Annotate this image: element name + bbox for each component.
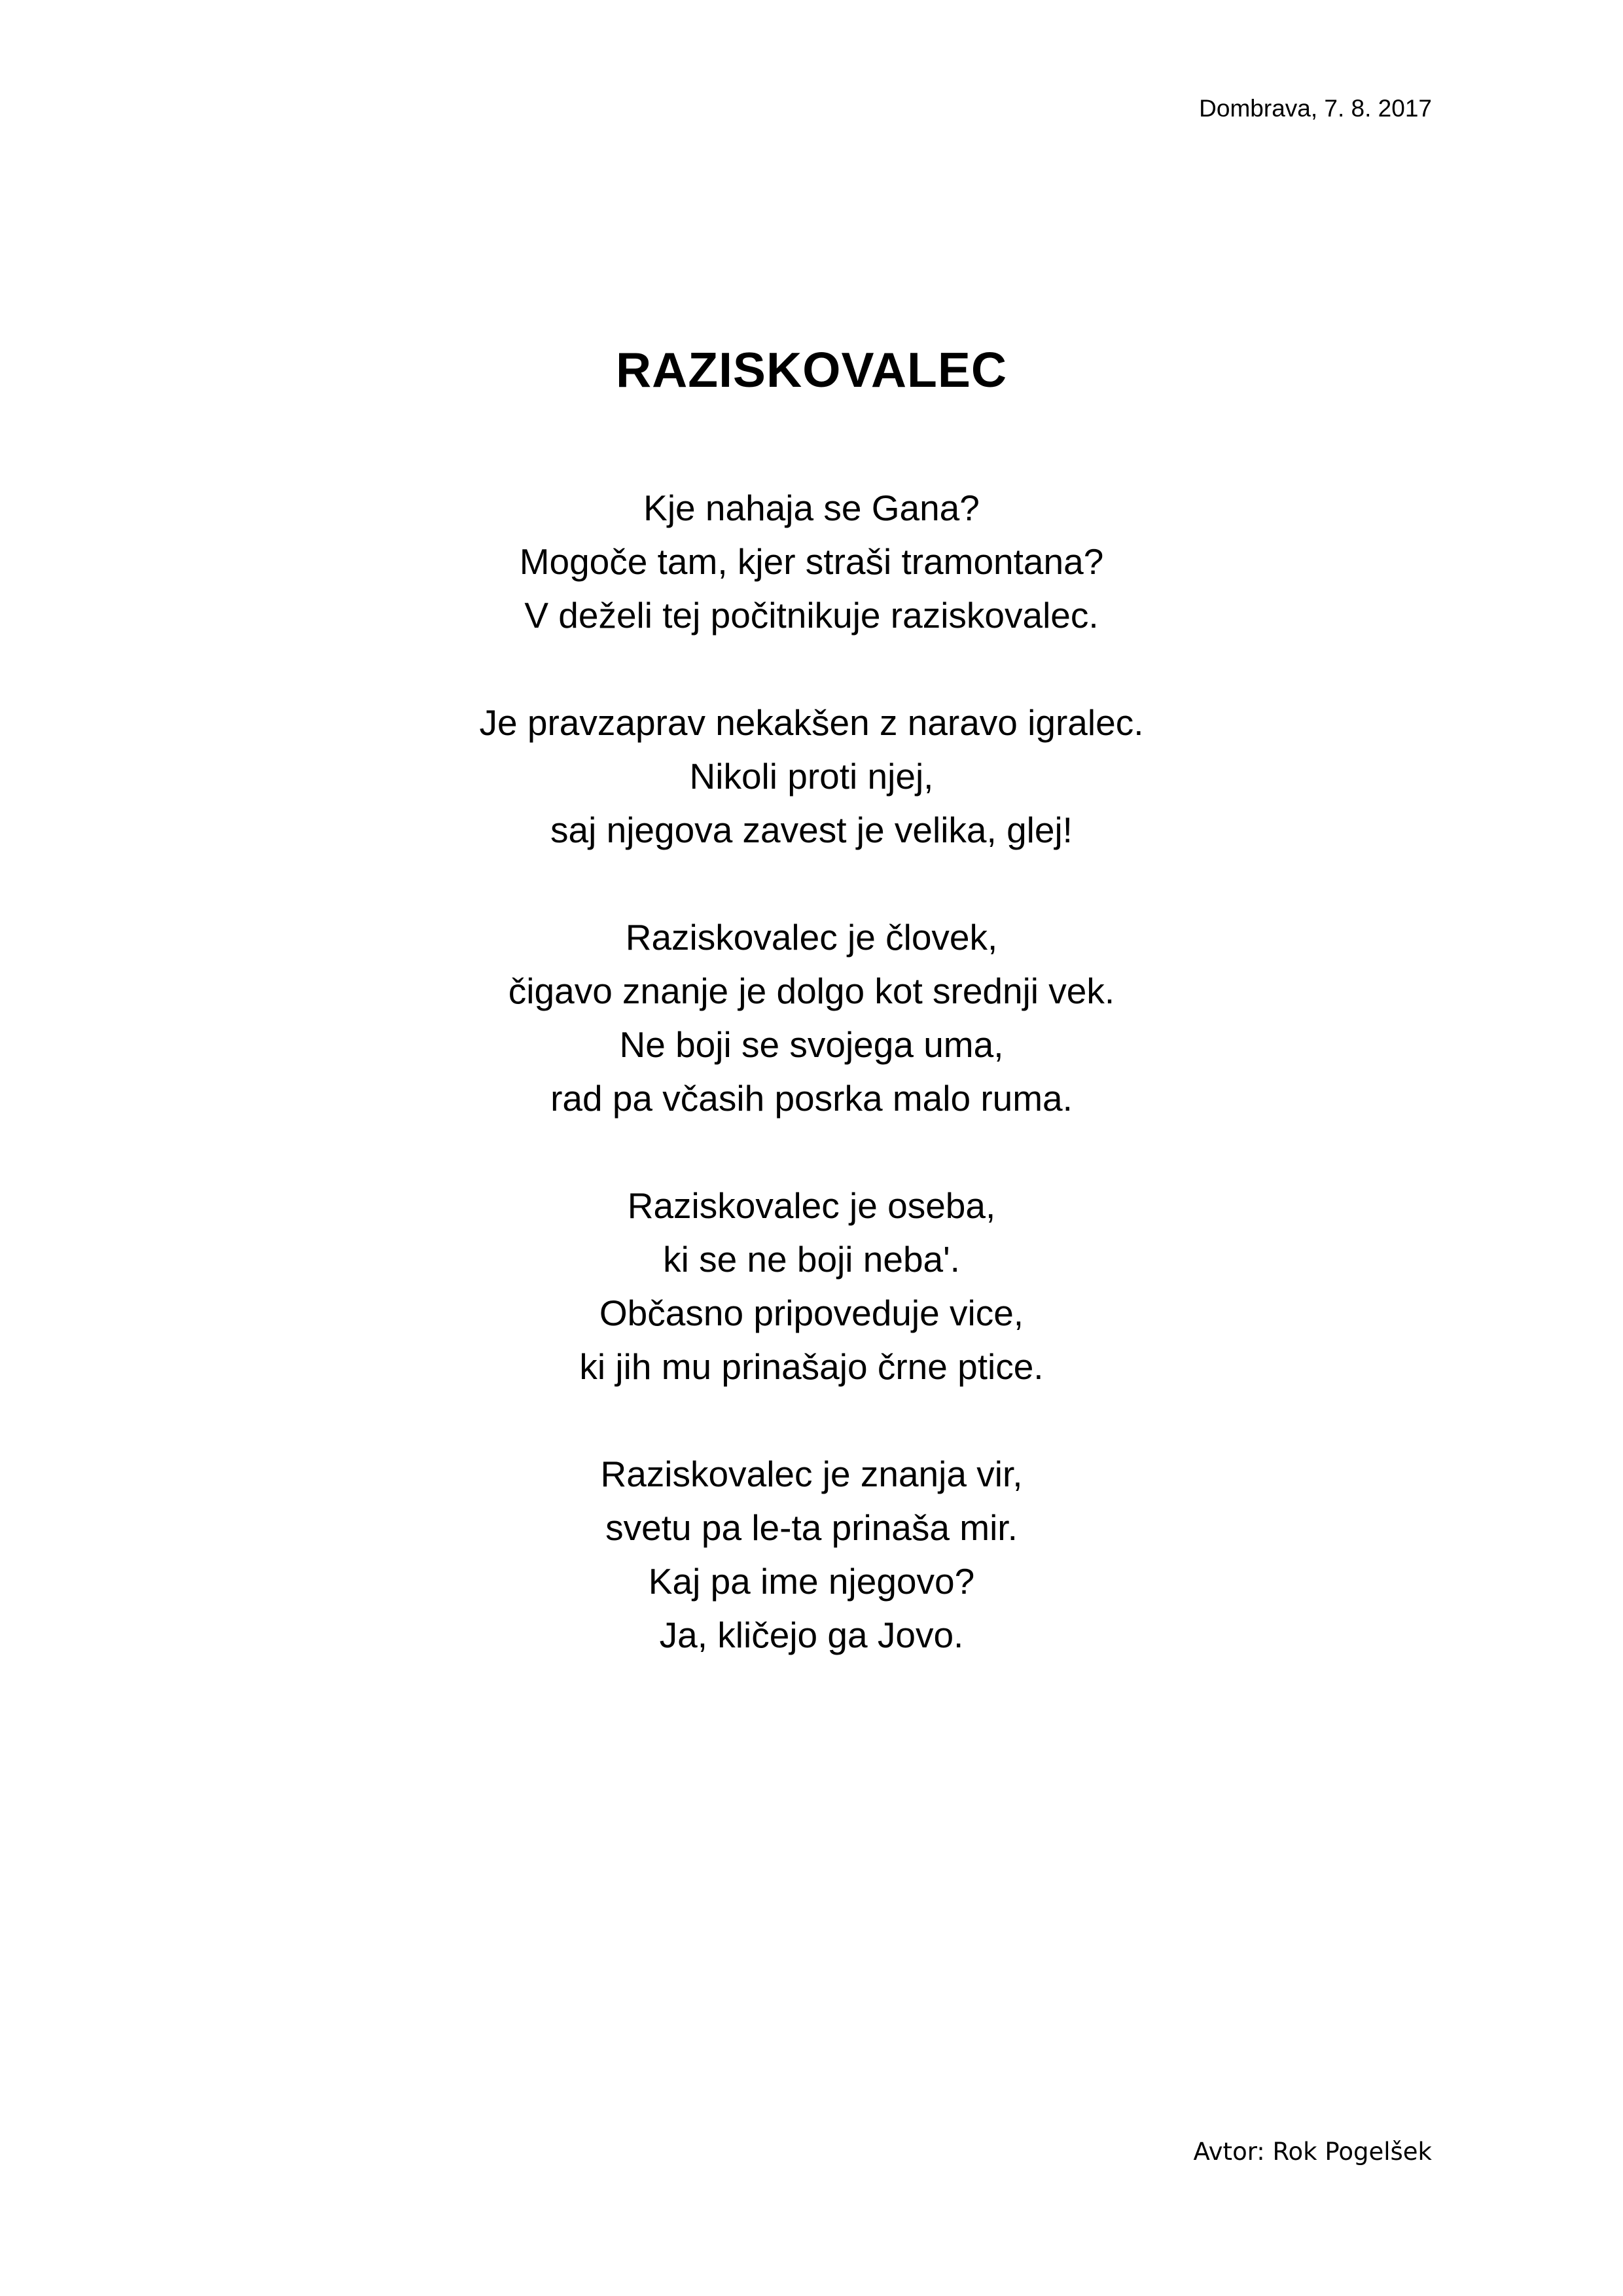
poem-line: Ja, kličejo ga Jovo. xyxy=(659,1615,964,1655)
document-date: Dombrava, 7. 8. 2017 xyxy=(1199,95,1432,122)
poem-line: Ne boji se svojega uma, xyxy=(619,1024,1004,1065)
poem-body xyxy=(0,481,1623,1715)
stanza-5 xyxy=(0,1447,1623,1662)
stanza-3 xyxy=(0,910,1623,1125)
poem-line: Nikoli proti njej, xyxy=(689,756,934,797)
poem-line: čigavo znanje je dolgo kot srednji vek. xyxy=(508,971,1115,1011)
poem-line: ki se ne boji neba'. xyxy=(663,1239,960,1280)
poem-line: saj njegova zavest je velika, glej! xyxy=(550,810,1073,850)
stanza-4 xyxy=(0,1179,1623,1393)
poem-line: Raziskovalec je človek, xyxy=(625,917,998,958)
poem-line: rad pa včasih posrka malo ruma. xyxy=(550,1078,1073,1119)
poem-title: RAZISKOVALEC xyxy=(615,342,1008,397)
poem-line: Raziskovalec je znanja vir, xyxy=(600,1454,1023,1494)
stanza-2 xyxy=(0,696,1623,857)
stanza-1 xyxy=(0,481,1623,642)
poem-line: Mogoče tam, kjer straši tramontana? xyxy=(519,541,1104,582)
poem-line: Raziskovalec je oseba, xyxy=(627,1185,996,1226)
poem-line: Občasno pripoveduje vice, xyxy=(599,1293,1024,1333)
poem-line: Je pravzaprav nekakšen z naravo igralec. xyxy=(479,702,1144,743)
poem-line: Kje nahaja se Gana? xyxy=(643,488,980,528)
poem-line: Kaj pa ime njegovo? xyxy=(648,1561,975,1602)
poem-line: V deželi tej počitnikuje raziskovalec. xyxy=(524,595,1099,636)
poem-line: ki jih mu prinašajo črne ptice. xyxy=(579,1346,1044,1387)
poem-line: svetu pa le-ta prinaša mir. xyxy=(605,1507,1018,1548)
author-credit: Avtor: Rok Pogelšek xyxy=(1193,2138,1432,2166)
